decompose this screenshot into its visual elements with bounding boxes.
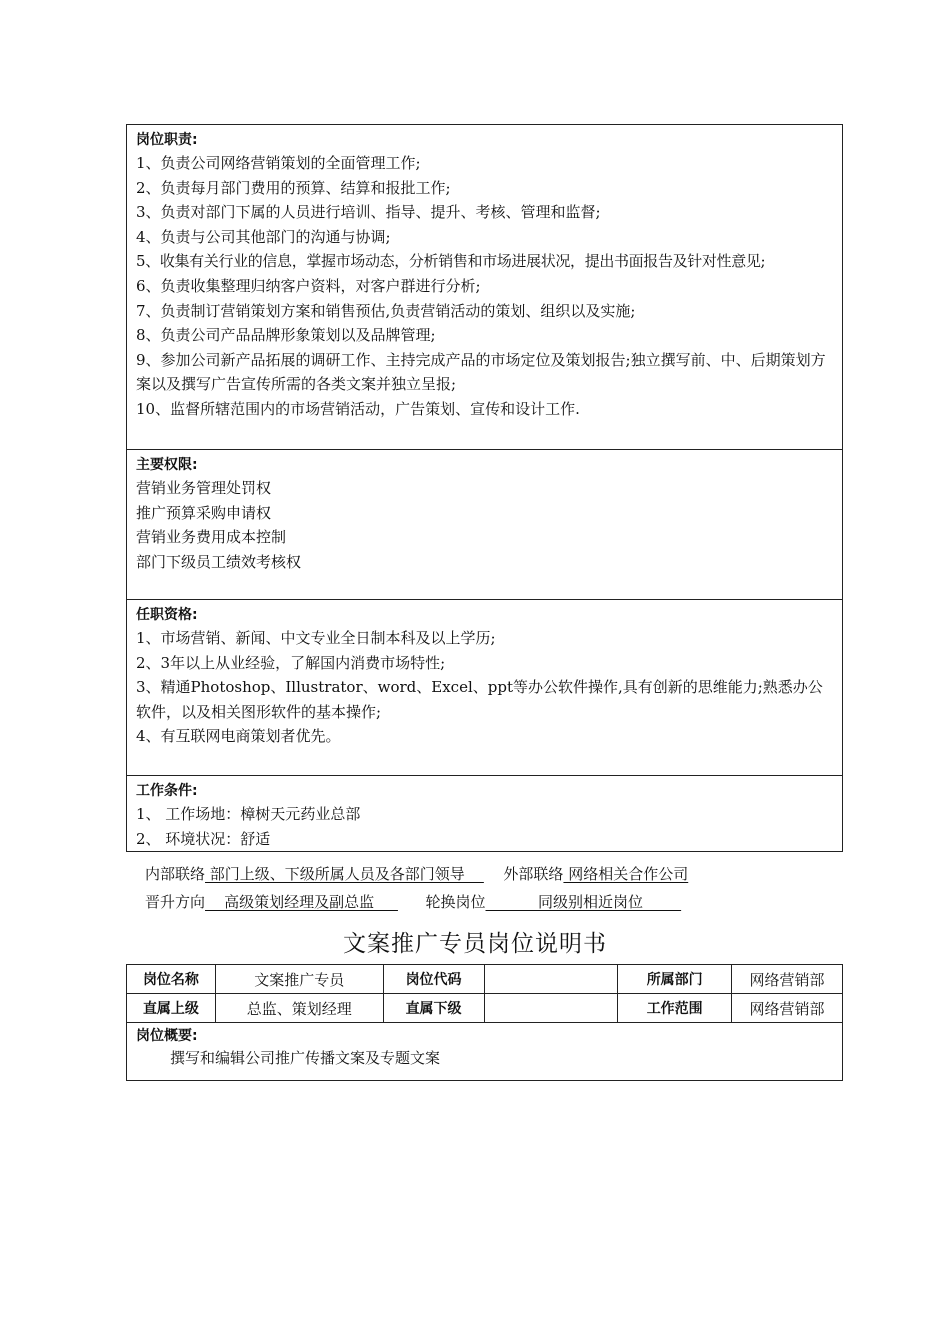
- rotation-value: 同级别相近岗位: [485, 893, 682, 911]
- table-row: [127, 994, 843, 1023]
- responsibility-item: 9、参加公司新产品拓展的调研工作、主持完成产品的市场定位及策划报告;独立撰写前、中、后期策划方案以及撰写广告宣传所需的各类文案并独立呈报;: [136, 350, 826, 394]
- direct-superior-value: 总监、策划经理: [215, 994, 383, 1023]
- position-name-value: 文案推广专员: [215, 965, 383, 994]
- department-label: 所属部门: [618, 965, 732, 994]
- qualification-item: 4、有互联网电商策划者优先。: [136, 727, 341, 746]
- job-description-box: [126, 124, 843, 852]
- responsibility-item: 6、负责收集整理归纳客户资料，对客户群进行分析;: [136, 276, 481, 295]
- responsibilities-section: [127, 125, 842, 450]
- rotation-label: 轮换岗位: [425, 893, 486, 911]
- authority-item: 部门下级员工绩效考核权: [136, 552, 302, 571]
- responsibility-item: 1、负责公司网络营销策划的全面管理工作;: [136, 154, 421, 172]
- internal-contact-value: 部门上级、下级所属人员及各部门领导: [205, 865, 484, 883]
- condition-item: 2、 环境状况：舒适: [136, 829, 271, 848]
- responsibility-item: 10、监督所辖范围内的市场营销活动，广告策划、宣传和设计工作.: [136, 399, 580, 418]
- position-info-table: [126, 964, 843, 1081]
- work-scope-value: 网络营销部: [732, 994, 843, 1023]
- promotion-value: 高级策划经理及副总监: [205, 893, 398, 911]
- authority-item: 营销业务费用成本控制: [136, 528, 287, 547]
- responsibility-item: 4、负责与公司其他部门的沟通与协调;: [136, 227, 391, 246]
- position-summary-text: 撰写和编辑公司推广传播文案及专题文案: [170, 1049, 441, 1067]
- conditions-heading: 工作条件:: [136, 783, 198, 799]
- responsibility-item: 2、负责每月部门费用的预算、结算和报批工作;: [136, 178, 451, 197]
- qualifications-heading: 任职资格:: [136, 607, 198, 623]
- career-line: [145, 892, 681, 912]
- authority-item: 推广预算采购申请权: [136, 503, 272, 522]
- responsibility-item: 7、负责制订营销策划方案和销售预估,负责营销活动的策划、组织以及实施;: [136, 301, 636, 320]
- external-contact-label: 外部联络: [503, 865, 564, 883]
- authority-heading: 主要权限:: [136, 457, 198, 473]
- table-row: [127, 965, 843, 994]
- responsibilities-heading: 岗位职责:: [136, 132, 198, 148]
- qualification-item: 1、市场营销、新闻、中文专业全日制本科及以上学历;: [136, 629, 496, 647]
- conditions-section: [127, 776, 842, 851]
- position-code-label: 岗位代码: [383, 965, 484, 994]
- department-value: 网络营销部: [732, 965, 843, 994]
- responsibility-item: 3、负责对部门下属的人员进行培训、指导、提升、考核、管理和监督;: [136, 203, 601, 222]
- direct-subordinate-value: [484, 994, 618, 1023]
- promotion-label: 晋升方向: [145, 893, 206, 911]
- authority-section: [127, 450, 842, 600]
- table-row: [127, 1023, 843, 1081]
- direct-subordinate-label: 直属下级: [383, 994, 484, 1023]
- authority-item: 营销业务管理处罚权: [136, 479, 272, 497]
- position-summary-heading: 岗位概要:: [136, 1028, 198, 1044]
- position-code-value: [484, 965, 618, 994]
- position-summary-cell: [127, 1023, 843, 1081]
- qualification-item: 3、精通Photoshop、Illustrator、word、Excel、ppt等办公软件操作,具有创新的思维能力;熟悉办公软件，以及相关图形软件的基本操作;: [136, 678, 823, 721]
- responsibility-item: 8、负责公司产品品牌形象策划以及品牌管理;: [136, 326, 436, 345]
- internal-contact-label: 内部联络: [145, 865, 206, 883]
- direct-superior-label: 直属上级: [127, 994, 216, 1023]
- document-title: 文案推广专员岗位说明书: [343, 931, 607, 957]
- qualifications-section: [127, 600, 842, 776]
- external-contact-value: 网络相关合作公司: [563, 865, 689, 883]
- qualification-item: 2、3年以上从业经验，了解国内消费市场特性;: [136, 653, 446, 672]
- position-name-label: 岗位名称: [127, 965, 216, 994]
- work-scope-label: 工作范围: [618, 994, 732, 1023]
- condition-item: 1、 工作场地：樟树天元药业总部: [136, 805, 361, 823]
- contacts-line: [145, 864, 688, 884]
- responsibility-item: 5、收集有关行业的信息，掌握市场动态，分析销售和市场进展状况，提出书面报告及针对性意见;: [136, 252, 766, 271]
